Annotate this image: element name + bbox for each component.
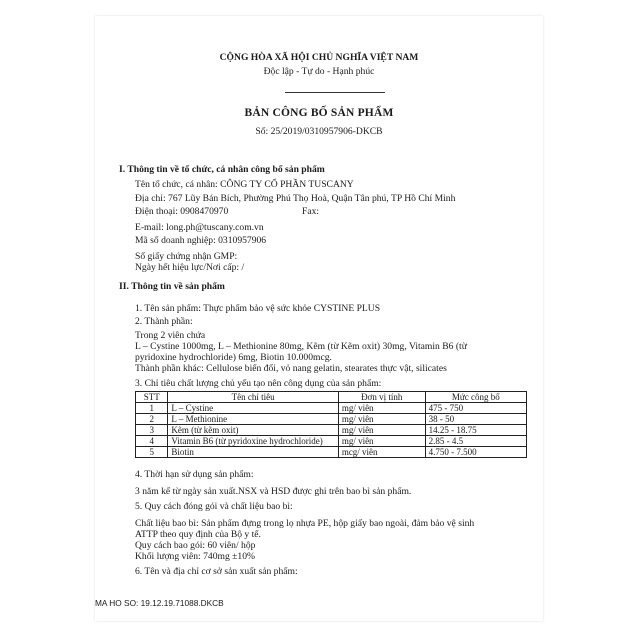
- row-stt: 3: [136, 425, 168, 436]
- country-header: CỘNG HÒA XÃ HỘI CHỦ NGHĨA VIỆT NAM: [219, 52, 419, 63]
- packaging-label: 5. Quy cách đóng gói và chất liệu bao bì:: [135, 501, 293, 512]
- composition-line1: L – Cystine 1000mg, L – Methionine 80mg, Kẽm (từ Kẽm oxit) 30mg, Vitamin B6 (từ: [135, 341, 467, 352]
- table-row: [136, 425, 527, 436]
- packaging-line2: ATTP theo quy định của Bộ y tế.: [135, 529, 261, 540]
- row-level: 38 - 50: [425, 414, 526, 425]
- row-unit: mg/ viên: [338, 414, 425, 425]
- file-code: MA HO SO: 19.12.19.71088.DKCB: [95, 598, 224, 608]
- row-stt: 4: [136, 436, 168, 447]
- other-ingredients: Thành phần khác: Cellulose biến đổi, vỏ nang gelatin, stearates thực vật, silicates: [135, 363, 447, 374]
- document-number: Số: 25/2019/0310957906-DKCB: [255, 126, 383, 137]
- product-name: 1. Tên sản phẩm: Thực phẩm bảo vệ sức khỏe CYSTINE PLUS: [135, 303, 381, 314]
- packaging-line1: Chất liệu bao bì: Sản phẩm đựng trong lọ nhựa PE, hộp giấy bao ngoài, đảm bảo vệ sinh: [135, 518, 475, 529]
- section1-heading: I. Thông tin về tổ chức, cá nhân công bố sản phẩm: [119, 164, 325, 175]
- document-title: BẢN CÔNG BỐ SẢN PHẨM: [244, 107, 394, 119]
- table-row: [136, 447, 527, 458]
- header-unit: Đơn vị tính: [338, 392, 425, 403]
- row-unit: mg/ viên: [338, 425, 425, 436]
- quality-table: [135, 391, 527, 458]
- header-criteria: Tên chỉ tiêu: [168, 392, 338, 403]
- quality-label: 3. Chỉ tiêu chất lượng chủ yếu tạo nên công dụng của sản phẩm:: [135, 378, 382, 389]
- row-stt: 2: [136, 414, 168, 425]
- row-criteria: Kẽm (từ kẽm oxit): [168, 425, 338, 436]
- section2-heading: II. Thông tin về sản phẩm: [119, 281, 225, 292]
- composition-line2: pyridoxine hydrochloride) 6mg, Biotin 10.000mcg.: [135, 352, 332, 363]
- row-criteria: L – Methionine: [168, 414, 338, 425]
- org-address: Địa chỉ: 767 Lũy Bán Bích, Phường Phú Thọ Hoà, Quận Tân phú, TP Hồ Chí Minh: [135, 193, 456, 204]
- org-phone: Điện thoại: 0908470970: [135, 206, 229, 217]
- composition-label: 2. Thành phần:: [135, 316, 193, 327]
- row-unit: mg/ viên: [338, 436, 425, 447]
- header-level: Mức công bố: [425, 392, 526, 403]
- row-stt: 5: [136, 447, 168, 458]
- gmp-number: Số giấy chứng nhận GMP:: [135, 251, 238, 262]
- row-criteria: Biotin: [168, 447, 338, 458]
- row-criteria: Vitamin B6 (từ pyridoxine hydrochloride): [168, 436, 338, 447]
- header-stt: STT: [136, 392, 168, 403]
- table-row: [136, 436, 527, 447]
- table-row: [136, 414, 527, 425]
- row-level: 475 - 750: [425, 403, 526, 414]
- gmp-expiry: Ngày hết hiệu lực/Nơi cấp: /: [135, 262, 245, 273]
- shelf-life-label: 4. Thời hạn sử dụng sản phẩm:: [135, 469, 254, 480]
- header-divider: [285, 92, 385, 93]
- row-unit: mg/ viên: [338, 403, 425, 414]
- document-page: [95, 16, 543, 621]
- composition-intro: Trong 2 viên chứa: [135, 330, 206, 341]
- row-criteria: L – Cystine: [168, 403, 338, 414]
- org-email: E-mail: long.ph@tuscany.com.vn: [135, 222, 264, 233]
- table-header-row: [136, 392, 527, 403]
- row-level: 14.25 - 18.75: [425, 425, 526, 436]
- motto: Độc lập - Tự do - Hạnh phúc: [263, 66, 375, 77]
- table-row: [136, 403, 527, 414]
- row-level: 2.85 - 4.5: [425, 436, 526, 447]
- org-name: Tên tổ chức, cá nhân: CÔNG TY CỔ PHẦN TUSCANY: [135, 179, 354, 190]
- pill-weight: Khối lượng viên: 740mg ±10%: [135, 551, 255, 562]
- shelf-life: 3 năm kể từ ngày sản xuất.NSX và HSD được ghi trên bao bì sản phẩm.: [135, 486, 412, 497]
- org-fax: Fax:: [302, 206, 320, 217]
- row-stt: 1: [136, 403, 168, 414]
- pack-spec: Quy cách bao gói: 60 viên/ hộp: [135, 540, 256, 551]
- business-id: Mã số doanh nghiệp: 0310957906: [135, 235, 267, 246]
- row-level: 4.750 - 7.500: [425, 447, 526, 458]
- row-unit: mcg/ viên: [338, 447, 425, 458]
- manufacturer-label: 6. Tên và địa chỉ cơ sở sản xuất sản phẩm:: [135, 566, 298, 577]
